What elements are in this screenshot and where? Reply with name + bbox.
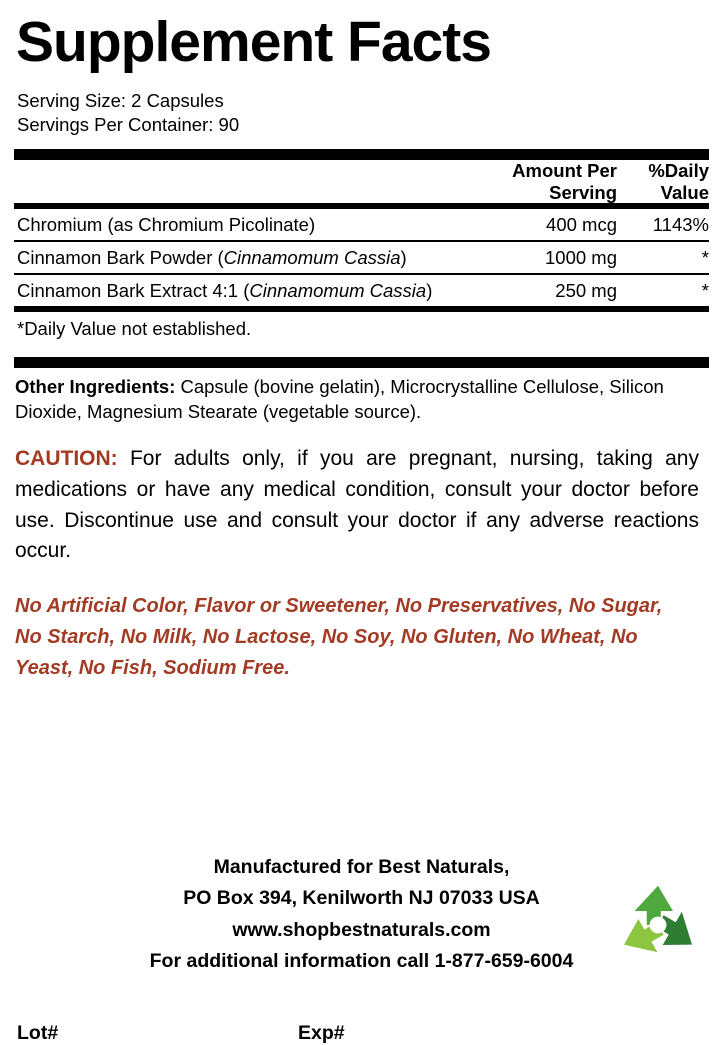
page-title: Supplement Facts bbox=[16, 10, 491, 74]
free-of-claims: No Artificial Color, Flavor or Sweetener, No Preservatives, No Sugar, No Starch, No Milk, No Lactose, No Soy, No Gluten, No Wheat, No Yeast, No Fish, Sodium Free. bbox=[15, 594, 663, 679]
divider-thick-bottom bbox=[14, 357, 709, 368]
nutrient-name: Cinnamon Bark Powder (Cinnamomum Cassia) bbox=[17, 247, 407, 269]
caution-label: CAUTION: bbox=[15, 447, 118, 471]
nutrient-rows-3 bbox=[14, 275, 709, 306]
footer-line-phone: For additional information call 1-877-659-6004 bbox=[149, 950, 574, 973]
table-row bbox=[14, 209, 709, 240]
lot-label: Lot# bbox=[17, 1022, 59, 1044]
nutrient-rows bbox=[14, 209, 709, 240]
nutrient-amount: 250 mg bbox=[555, 280, 617, 302]
table-row bbox=[14, 275, 709, 306]
divider-thick-top bbox=[14, 149, 709, 160]
header-dv-line2: Value bbox=[660, 181, 709, 203]
nutrient-daily-value: * bbox=[701, 247, 709, 269]
caution-text: For adults only, if you are pregnant, nursing, taking any medications or have any medical condition, consult your doctor before use. Discontinue use and consult your doctor if any adverse reactions occur. bbox=[15, 447, 699, 563]
other-ingredients-text: Capsule (bovine gelatin), Microcrystalline Cellulose, Silicon Dioxide, Magnesium Stearate (vegetable source). bbox=[15, 376, 664, 422]
header-amount-line2: Serving bbox=[549, 181, 617, 203]
table-row bbox=[14, 242, 709, 273]
serving-size: Serving Size: 2 Capsules bbox=[17, 90, 224, 111]
nutrient-rows-2 bbox=[14, 242, 709, 273]
nutrient-daily-value: 1143% bbox=[652, 214, 709, 236]
nutrient-daily-value: * bbox=[701, 280, 709, 302]
other-ingredients-label: Other Ingredients: bbox=[15, 376, 176, 398]
nutrient-amount: 1000 mg bbox=[545, 247, 617, 269]
serving-info bbox=[17, 89, 709, 138]
header-amount-line1: Amount Per bbox=[512, 159, 617, 181]
other-ingredients bbox=[15, 375, 709, 424]
recycle-icon bbox=[611, 882, 705, 968]
footer-website[interactable]: www.shopbestnaturals.com bbox=[232, 918, 491, 941]
caution-block bbox=[15, 444, 709, 567]
header-daily-value bbox=[617, 160, 709, 204]
exp-label: Exp# bbox=[298, 1022, 345, 1044]
header-blank bbox=[14, 160, 467, 204]
footer-line-address: PO Box 394, Kenilworth NJ 07033 USA bbox=[183, 887, 540, 910]
nutrient-amount: 400 mcg bbox=[546, 214, 617, 236]
footer-line-manufacturer: Manufactured for Best Naturals, bbox=[213, 855, 510, 878]
nutrition-table bbox=[14, 160, 709, 204]
header-dv-line1: %Daily bbox=[648, 159, 709, 181]
nutrient-name: Cinnamon Bark Extract 4:1 (Cinnamomum Cassia) bbox=[17, 280, 433, 302]
nutrient-name: Chromium (as Chromium Picolinate) bbox=[17, 214, 316, 236]
daily-value-footnote: *Daily Value not established. bbox=[17, 318, 252, 340]
header-amount-per-serving bbox=[467, 160, 617, 204]
table-header-row bbox=[14, 160, 709, 204]
servings-per-container: Servings Per Container: 90 bbox=[17, 114, 240, 136]
